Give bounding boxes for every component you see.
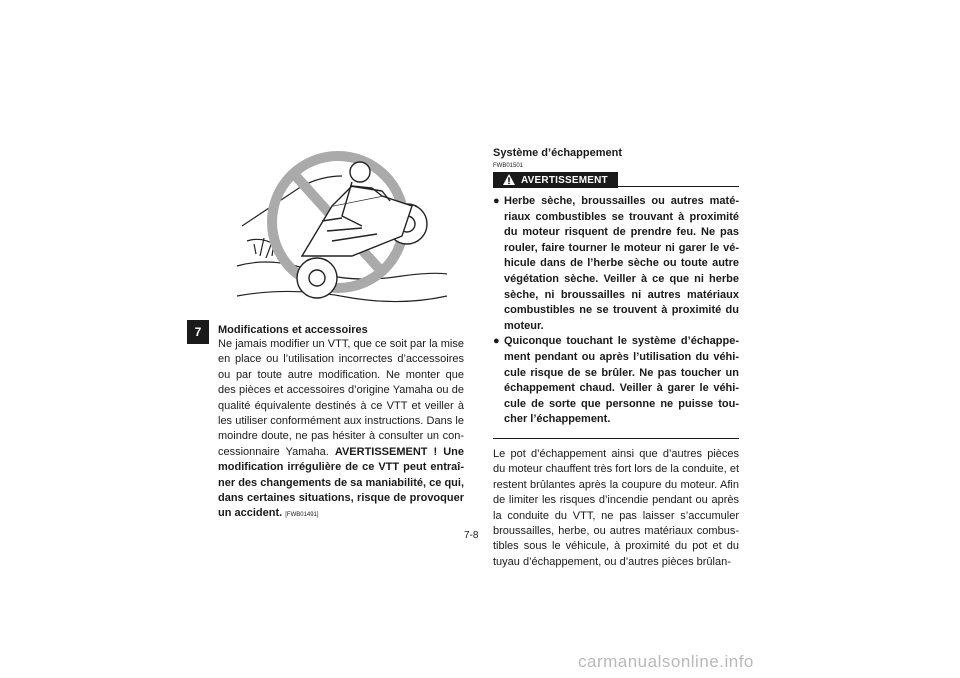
warning-list [493,194,739,428]
exhaust-section [493,146,739,570]
modifications-warning: AVERTISSEMENT ! Une modification irrégulière de ce VTT peut entraî-ner des changements de sa maniabilité, ce qui, dans certaines situations, risque de provoquer un accident. [218,445,465,520]
warning-item [493,194,739,334]
warning-label [493,172,618,188]
modifications-code: [FWB01491] [285,512,319,519]
modifications-heading: Modifications et accessoires [218,324,368,336]
bullet-icon: ● [493,195,500,207]
chapter-tab: 7 [187,320,209,344]
warning-label-text: AVERTISSEMENT [521,174,608,186]
modifications-body [218,337,464,524]
exhaust-code: FWB01501 [493,163,524,169]
modifications-section [218,323,464,524]
warning-item [493,334,739,428]
watermark: carmanualsonline.info [578,652,754,671]
warning-end-rule [493,438,739,439]
warning-item-text: Quiconque touchant le système d’échappe-ment pendant ou après l’utilisation du véhi-cule risque de se brûler. Ne pas toucher un échappement chaud. Veiller à garer le véhi-cule de sorte que personne ne puisse tou-cher l’échappement. [504,335,739,426]
warning-item-text: Herbe sèche, broussailles ou autres maté-riaux combustibles se trouvant à proximité du moteur risquent de prendre feu. Ne pas rouler, faire tourner le moteur ni garer le vé-hicule dans de l’herbe sèche ou toute autre végétation sèche. Veiller à ce que ni herbe sèche, ni broussailles ni autres matériaux combustibles ne se trouvent à proximité du moteur. [504,195,739,332]
atv-wheelie-prohibited-illustration [232,146,452,316]
bullet-icon: ● [493,335,500,348]
warning-triangle-icon [502,173,516,186]
warning-rule [618,186,739,187]
modifications-text: Ne jamais modifier un VTT, que ce soit par la mise en place ou l’utilisation incorrectes d’accessoires ou par toute autre modification. Ne monter que des pièces et accessoires d’origine Yamaha ou de qualité équivalente destinés à ce VTT et veiller à les utiliser conformément aux instructions. Dans le moindre doute, ne pas hésiter à consulter un con-cessionnaire Yamaha. [218,338,464,458]
exhaust-body: Le pot d’échappement ainsi que d’autres pièces du moteur chauffent très fort lors de la conduite, et restent brûlantes après la coupure du moteur. Afin de limiter les risques d’incendie pendant ou après la conduite du VTT, ne pas laisser s’accumuler broussailles, herbe, ou autres matériaux combus-tibles sous le véhicule, à proximité du pot et du tuyau d’échappement, ou d’autres pièces brûlan- [493,447,739,568]
page-number: 7-8 [464,530,479,541]
warning-header [493,172,739,190]
exhaust-heading: Système d’échappement [493,147,622,159]
